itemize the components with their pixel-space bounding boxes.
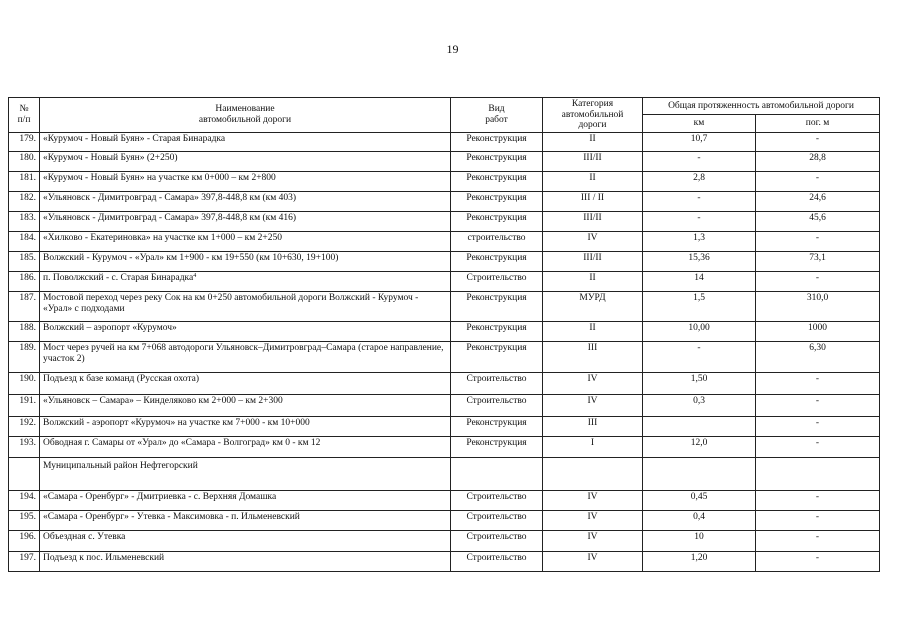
length-km-text: 15,36 — [688, 252, 710, 263]
length-km-text: - — [697, 152, 701, 163]
work-type-text: Реконструкция — [466, 417, 527, 428]
length-m — [756, 251, 880, 271]
roads-table — [8, 97, 880, 572]
road-category-text: III — [587, 342, 598, 353]
road-name-text: Подъезд к базе команд (Русская охота) — [43, 373, 199, 384]
length-m-text: - — [815, 531, 820, 542]
length-m-text: - — [815, 417, 820, 428]
length-km — [643, 151, 756, 171]
length-km-text: 10 — [694, 531, 704, 542]
row-number — [9, 551, 40, 571]
length-m — [756, 510, 880, 530]
row-number — [9, 132, 40, 151]
work-type-text: Строительство — [466, 395, 527, 406]
road-category — [543, 530, 643, 551]
road-name-text: «Самара - Оренбург» - Утевка - Максимовка - п. Ильменевский — [43, 511, 300, 522]
work-type-text: строительство — [467, 232, 526, 243]
table-row — [9, 510, 880, 530]
row-number — [9, 372, 40, 394]
row-number-text: 180. — [19, 152, 36, 163]
length-m — [756, 151, 880, 171]
road-name — [40, 394, 451, 416]
length-m — [756, 416, 880, 436]
road-category — [543, 251, 643, 271]
road-category-text: III — [587, 417, 598, 428]
table-row — [9, 171, 880, 191]
road-category — [543, 151, 643, 171]
length-km — [643, 211, 756, 231]
road-category-text: III / II — [580, 192, 605, 203]
table-header — [9, 98, 880, 133]
work-type — [451, 321, 543, 341]
length-m-text: 28,8 — [809, 152, 826, 163]
length-km-text: 1,5 — [693, 292, 705, 303]
length-km-text: - — [697, 342, 701, 353]
table-row — [9, 271, 880, 291]
road-category — [543, 291, 643, 321]
table-row — [9, 416, 880, 436]
row-number-text: 182. — [19, 192, 36, 203]
road-category-text: II — [589, 322, 596, 333]
road-category-text: III/II — [583, 252, 602, 263]
length-km-text: 0,4 — [693, 511, 705, 522]
row-number — [9, 510, 40, 530]
road-category — [543, 191, 643, 211]
length-m-text: - — [815, 491, 820, 502]
length-km — [643, 291, 756, 321]
road-category-text: IV — [587, 232, 598, 243]
road-category — [543, 372, 643, 394]
length-km-text: 12,0 — [690, 437, 708, 448]
road-name-text: Обводная г. Самары от «Урал» до «Самара - Волгоград» км 0 - км 12 — [43, 437, 321, 448]
road-name — [40, 436, 451, 457]
road-category — [543, 171, 643, 191]
row-number — [9, 416, 40, 436]
length-km — [643, 321, 756, 341]
length-m — [756, 341, 880, 372]
work-type-text: Строительство — [466, 373, 527, 384]
road-name-text: «Самара - Оренбург» - Дмитриевка - с. Верхняя Домашка — [43, 491, 277, 502]
length-km-text: 10,7 — [690, 133, 708, 144]
length-km-text: 10,00 — [688, 322, 710, 333]
road-name-text: «Курумоч - Новый Буян» на участке км 0+000 – км 2+800 — [43, 172, 276, 183]
length-m — [756, 191, 880, 211]
header-length-group: Общая протяженность автомобильной дороги — [643, 98, 880, 115]
road-category-text: IV — [587, 511, 598, 522]
table-row — [9, 321, 880, 341]
length-km-text: 0,3 — [693, 395, 705, 406]
length-km-text: 1,50 — [690, 373, 708, 384]
length-km-text: 2,8 — [693, 172, 705, 183]
road-name-text: «Ульяновск - Димитровград - Самара» 397,8-448,8 км (км 416) — [43, 212, 297, 223]
road-name — [40, 321, 451, 341]
work-type — [451, 457, 543, 490]
road-name — [40, 251, 451, 271]
page-number: 19 — [446, 42, 459, 56]
table-row — [9, 191, 880, 211]
length-m — [756, 271, 880, 291]
work-type-text: Строительство — [466, 272, 527, 283]
road-name — [40, 457, 451, 490]
length-m-text: - — [815, 552, 820, 563]
length-m — [756, 551, 880, 571]
length-km — [643, 171, 756, 191]
length-m — [756, 132, 880, 151]
row-number-text: 181. — [19, 172, 36, 183]
road-category — [543, 510, 643, 530]
road-name-text: «Ульяновск - Димитровград - Самара» 397,8-448,8 км (км 403) — [43, 192, 297, 203]
header-work: Вид работ — [451, 98, 543, 133]
section-row — [9, 457, 880, 490]
length-m — [756, 211, 880, 231]
length-km — [643, 341, 756, 372]
work-type — [451, 372, 543, 394]
length-m — [756, 394, 880, 416]
work-type-text: Реконструкция — [466, 252, 527, 263]
work-type-text: Реконструкция — [466, 342, 527, 353]
row-number — [9, 151, 40, 171]
row-number-text: 192. — [19, 417, 36, 428]
table-row — [9, 372, 880, 394]
row-number — [9, 436, 40, 457]
length-m-text: 73,1 — [809, 252, 826, 263]
road-name — [40, 271, 451, 291]
work-type-text: Строительство — [466, 491, 527, 502]
road-name-text: «Ульяновск – Самара» – Кинделяково км 2+000 – км 2+300 — [43, 395, 283, 406]
road-name — [40, 211, 451, 231]
road-name-text: Объездная с. Утевка — [43, 531, 126, 542]
row-number — [9, 191, 40, 211]
work-type-text: Строительство — [466, 531, 527, 542]
work-type — [451, 271, 543, 291]
row-number-text: 194. — [19, 491, 36, 502]
work-type — [451, 416, 543, 436]
work-type — [451, 132, 543, 151]
length-km — [643, 510, 756, 530]
road-category — [543, 416, 643, 436]
row-number — [9, 271, 40, 291]
row-number-text: 184. — [19, 232, 36, 243]
row-number — [9, 211, 40, 231]
road-category — [543, 551, 643, 571]
road-name — [40, 291, 451, 321]
length-m — [756, 171, 880, 191]
row-number-text: 193. — [19, 437, 36, 448]
row-number — [9, 291, 40, 321]
row-number — [9, 341, 40, 372]
length-km — [643, 394, 756, 416]
length-km-text: - — [697, 212, 701, 223]
work-type-text: Реконструкция — [466, 292, 527, 303]
work-type — [451, 211, 543, 231]
row-number-text: 179. — [19, 133, 36, 144]
length-km — [643, 372, 756, 394]
road-name-text: «Курумоч - Новый Буян» (2+250) — [43, 152, 178, 163]
work-type-text: Реконструкция — [466, 172, 527, 183]
table-row — [9, 436, 880, 457]
length-km-text: 1,20 — [690, 552, 708, 563]
road-name-text: Мостовой переход через реку Сок на км 0+250 автомобильной дороги Волжский - Курумоч - «Урал» с подходами — [43, 292, 419, 314]
length-m — [756, 457, 880, 490]
row-number — [9, 321, 40, 341]
work-type — [451, 510, 543, 530]
row-number — [9, 251, 40, 271]
length-m — [756, 321, 880, 341]
header-category: Категория автомобильной дороги — [543, 98, 643, 133]
road-name-text: Муниципальный район Нефтегорский — [43, 460, 198, 471]
road-name — [40, 510, 451, 530]
table-row — [9, 341, 880, 372]
table-row — [9, 394, 880, 416]
length-m-text: - — [815, 373, 820, 384]
work-type-text: Реконструкция — [466, 152, 527, 163]
road-category-text: IV — [587, 395, 598, 406]
work-type — [451, 191, 543, 211]
work-type-text: Строительство — [466, 511, 527, 522]
table-row — [9, 151, 880, 171]
road-category-text: III/II — [583, 152, 602, 163]
road-name — [40, 171, 451, 191]
work-type-text: Реконструкция — [466, 322, 527, 333]
road-category — [543, 341, 643, 372]
length-m — [756, 231, 880, 251]
header-km: км — [643, 115, 756, 132]
work-type-text: Реконструкция — [466, 192, 527, 203]
road-name-text: п. Поволжский - с. Старая Бинарадка — [43, 272, 194, 283]
work-type — [451, 490, 543, 510]
row-number-text: 197. — [19, 552, 36, 563]
road-name — [40, 151, 451, 171]
road-name-text: Волжский - Курумоч - «Урал» км 1+900 - км 19+550 (км 10+630, 19+100) — [43, 252, 339, 263]
road-category — [543, 321, 643, 341]
table-row — [9, 291, 880, 321]
road-name-text: Волжский – аэропорт «Курумоч» — [43, 322, 177, 333]
header-m: пог. м — [756, 115, 880, 132]
table-row — [9, 132, 880, 151]
length-m-text: 1000 — [808, 322, 827, 333]
length-km — [643, 436, 756, 457]
length-m-text: - — [815, 511, 820, 522]
length-km — [643, 132, 756, 151]
row-number-text: 195. — [19, 511, 36, 522]
length-km — [643, 530, 756, 551]
row-number — [9, 171, 40, 191]
road-category-text: II — [589, 172, 596, 183]
work-type-text: Строительство — [466, 552, 527, 563]
road-name — [40, 490, 451, 510]
length-m-text: - — [815, 437, 820, 448]
length-m-text: - — [815, 272, 820, 283]
table-row — [9, 231, 880, 251]
road-name — [40, 341, 451, 372]
length-m-text: 24,6 — [809, 192, 826, 203]
work-type — [451, 341, 543, 372]
road-category — [543, 436, 643, 457]
road-category — [543, 271, 643, 291]
road-name — [40, 372, 451, 394]
length-m-text: - — [815, 172, 820, 183]
length-m — [756, 291, 880, 321]
row-number-text: 188. — [19, 322, 36, 333]
length-km — [643, 271, 756, 291]
road-category — [543, 457, 643, 490]
table-row — [9, 551, 880, 571]
row-number — [9, 394, 40, 416]
road-name — [40, 530, 451, 551]
length-m — [756, 372, 880, 394]
road-name — [40, 132, 451, 151]
length-km-text: - — [697, 192, 701, 203]
work-type — [451, 436, 543, 457]
row-number — [9, 530, 40, 551]
road-category — [543, 211, 643, 231]
road-category-text: III/II — [583, 212, 602, 223]
row-number-text: 196. — [19, 531, 36, 542]
road-category-text: II — [589, 272, 596, 283]
header-num: № п/п — [9, 98, 40, 133]
road-name — [40, 191, 451, 211]
road-name — [40, 551, 451, 571]
work-type-text: Реконструкция — [466, 437, 527, 448]
length-km — [643, 551, 756, 571]
row-number — [9, 457, 40, 490]
road-category-text: II — [589, 133, 596, 144]
length-km-text: 1,3 — [693, 232, 705, 243]
work-type — [451, 251, 543, 271]
length-km — [643, 490, 756, 510]
length-km — [643, 416, 756, 436]
road-category-text: IV — [587, 373, 598, 384]
row-number-text: 190. — [19, 373, 36, 384]
work-type — [451, 394, 543, 416]
road-name-text: «Курумоч - Новый Буян» - Старая Бинарадка — [43, 133, 226, 144]
length-m — [756, 530, 880, 551]
length-m — [756, 490, 880, 510]
road-category-text: IV — [587, 552, 598, 563]
work-type — [451, 231, 543, 251]
length-km — [643, 231, 756, 251]
header-name: Наименование автомобильной дороги — [40, 98, 451, 133]
row-number-text: 189. — [19, 342, 36, 353]
work-type — [451, 171, 543, 191]
road-name — [40, 231, 451, 251]
work-type-text: Реконструкция — [466, 212, 527, 223]
row-number-text: 191. — [19, 395, 36, 406]
length-m-text: - — [815, 133, 820, 144]
row-number-text: 183. — [19, 212, 36, 223]
footnote-marker: 4 — [193, 272, 197, 279]
length-km — [643, 457, 756, 490]
road-name-text: «Хилково - Екатериновка» на участке км 1+000 – км 2+250 — [43, 232, 282, 243]
length-m-text: - — [815, 395, 820, 406]
road-category — [543, 132, 643, 151]
work-type-text: Реконструкция — [466, 133, 527, 144]
road-category — [543, 490, 643, 510]
length-km-text: 14 — [694, 272, 704, 283]
row-number — [9, 231, 40, 251]
length-km — [643, 191, 756, 211]
road-name — [40, 416, 451, 436]
road-name-text: Волжский - аэропорт «Курумоч» на участке км 7+000 - км 10+000 — [43, 417, 310, 428]
table-row — [9, 490, 880, 510]
length-m — [756, 436, 880, 457]
work-type — [451, 291, 543, 321]
length-km — [643, 251, 756, 271]
length-m-text: 45,6 — [809, 212, 826, 223]
length-m-text: 310,0 — [806, 292, 829, 303]
road-name-text: Подъезд к пос. Ильменевский — [43, 552, 165, 563]
length-km-text: 0,45 — [690, 491, 708, 502]
row-number — [9, 490, 40, 510]
table-body — [9, 132, 880, 571]
row-number-text: 186. — [19, 272, 36, 283]
road-category-text: IV — [587, 491, 598, 502]
road-category-text: МУРД — [579, 292, 606, 303]
road-category — [543, 394, 643, 416]
length-m-text: - — [815, 232, 820, 243]
table-row — [9, 211, 880, 231]
road-category-text: I — [590, 437, 595, 448]
row-number-text: 185. — [19, 252, 36, 263]
work-type — [451, 151, 543, 171]
length-m-text: 6,30 — [809, 342, 826, 353]
row-number-text: 187. — [19, 292, 36, 303]
work-type — [451, 551, 543, 571]
road-name-text: Мост через ручей на км 7+068 автодороги Ульяновск–Димитровград–Самара (старое направление, участок 2) — [43, 342, 444, 364]
table-row — [9, 530, 880, 551]
road-category — [543, 231, 643, 251]
table-row — [9, 251, 880, 271]
road-category-text: IV — [587, 531, 598, 542]
work-type — [451, 530, 543, 551]
